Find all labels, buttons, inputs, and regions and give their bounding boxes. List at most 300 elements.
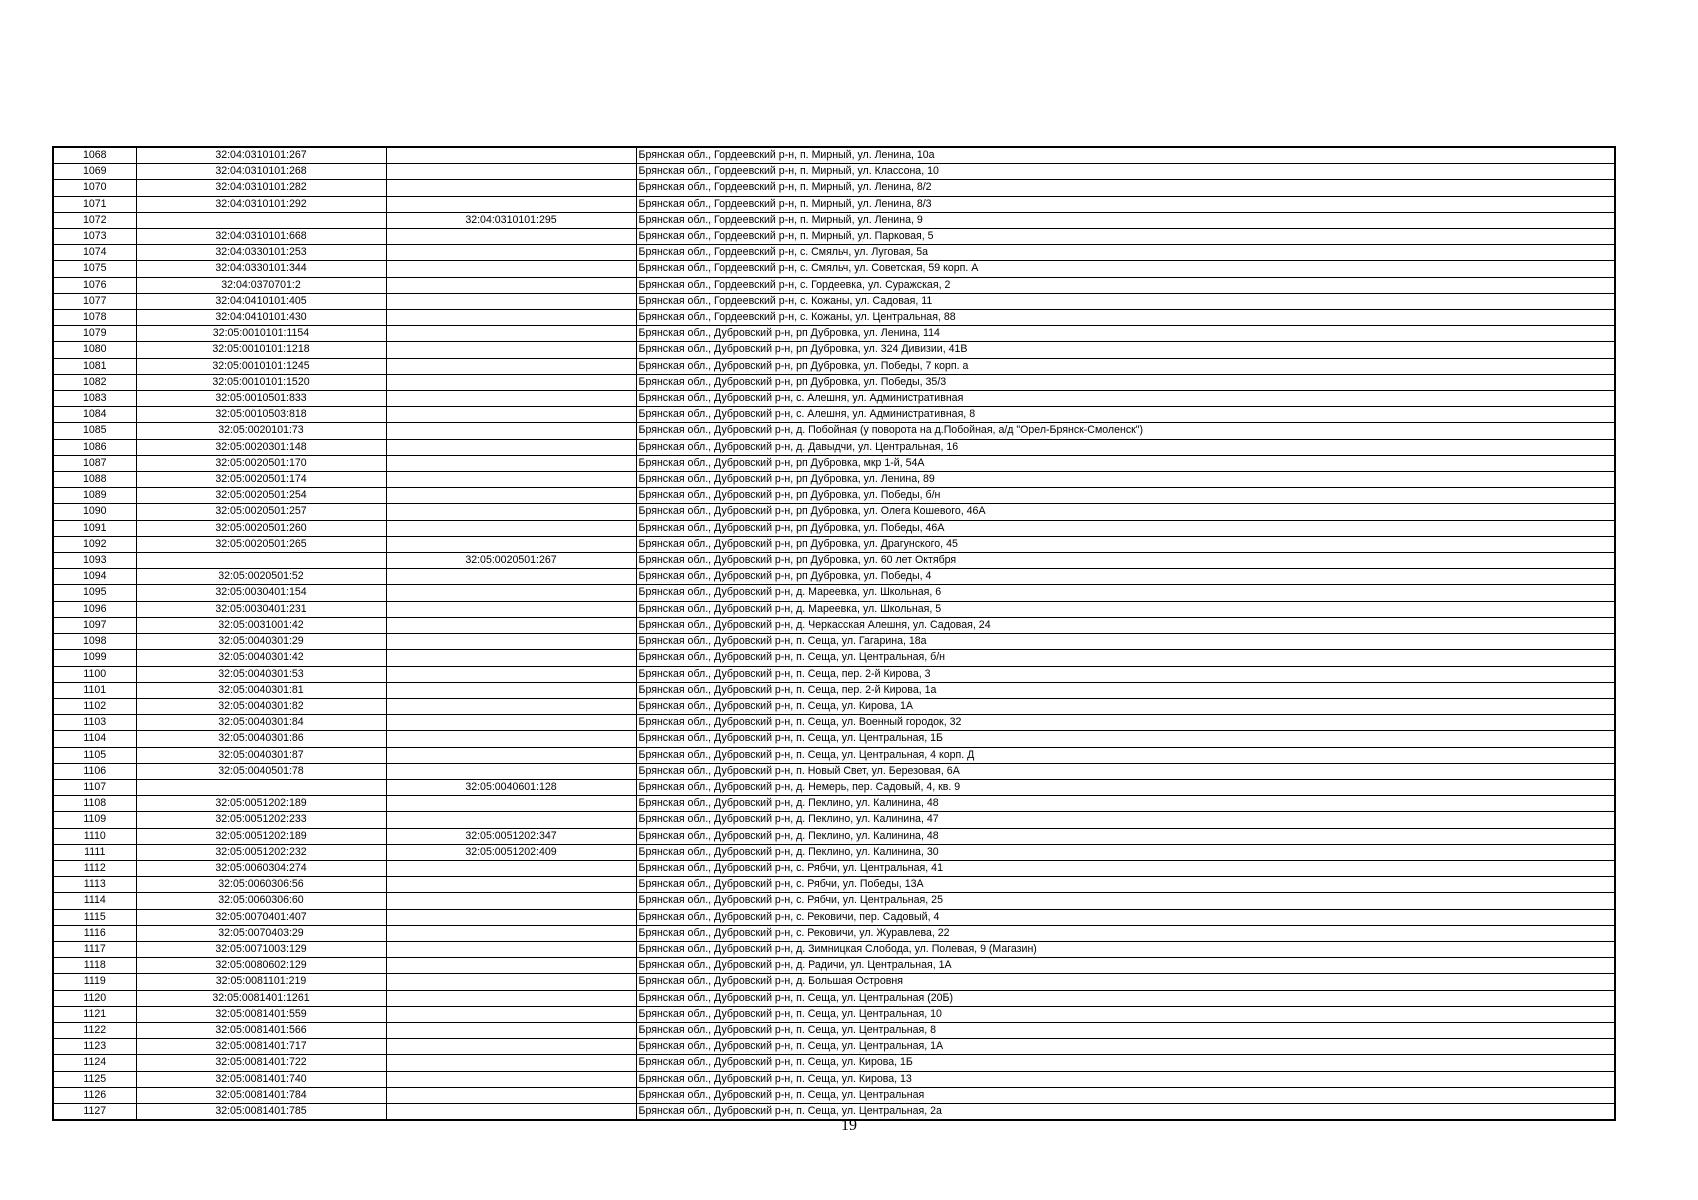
address-cell: Брянская обл., Дубровский р-н, п. Сеща, ул. Центральная, 8 xyxy=(636,1022,1615,1038)
row-number-cell: 1090 xyxy=(53,504,136,520)
row-number-cell: 1111 xyxy=(53,844,136,860)
row-number-cell: 1105 xyxy=(53,747,136,763)
table-row xyxy=(53,164,1615,180)
cadastral-number-cell: 32:05:0080602:129 xyxy=(136,958,386,974)
cadastral-number-secondary-cell xyxy=(386,261,636,277)
address-cell: Брянская обл., Дубровский р-н, п. Сеща, ул. Центральная, 1Б xyxy=(636,731,1615,747)
row-number-cell: 1113 xyxy=(53,877,136,893)
address-cell: Брянская обл., Дубровский р-н, рп Дубровка, ул. Ленина, 89 xyxy=(636,472,1615,488)
table-row xyxy=(53,828,1615,844)
cadastral-number-cell: 32:05:0040301:84 xyxy=(136,715,386,731)
address-cell: Брянская обл., Дубровский р-н, д. Мареевка, ул. Школьная, 6 xyxy=(636,585,1615,601)
table-row xyxy=(53,601,1615,617)
cadastral-number-cell: 32:05:0070403:29 xyxy=(136,925,386,941)
cadastral-number-cell: 32:05:0071003:129 xyxy=(136,941,386,957)
table-row xyxy=(53,455,1615,471)
cadastral-number-secondary-cell xyxy=(386,342,636,358)
row-number-cell: 1097 xyxy=(53,617,136,633)
cadastral-number-cell: 32:05:0040501:78 xyxy=(136,763,386,779)
address-cell: Брянская обл., Дубровский р-н, п. Сеща, ул. Военный городок, 32 xyxy=(636,715,1615,731)
row-number-cell: 1107 xyxy=(53,779,136,795)
cadastral-number-cell: 32:05:0010101:1245 xyxy=(136,358,386,374)
table-row xyxy=(53,407,1615,423)
cadastral-number-secondary-cell xyxy=(386,925,636,941)
row-number-cell: 1080 xyxy=(53,342,136,358)
cadastral-number-secondary-cell: 32:05:0040601:128 xyxy=(386,779,636,795)
table-row xyxy=(53,277,1615,293)
row-number-cell: 1109 xyxy=(53,812,136,828)
address-cell: Брянская обл., Дубровский р-н, д. Мареевка, ул. Школьная, 5 xyxy=(636,601,1615,617)
page-number: 19 xyxy=(841,1117,857,1134)
cadastral-number-secondary-cell xyxy=(386,666,636,682)
cadastral-number-secondary-cell xyxy=(386,374,636,390)
cadastral-number-secondary-cell xyxy=(386,472,636,488)
address-cell: Брянская обл., Дубровский р-н, п. Сеща, ул. Центральная xyxy=(636,1087,1615,1103)
table-row xyxy=(53,423,1615,439)
table-row xyxy=(53,553,1615,569)
table-row xyxy=(53,439,1615,455)
address-cell: Брянская обл., Дубровский р-н, рп Дубровка, ул. 60 лет Октября xyxy=(636,553,1615,569)
address-cell: Брянская обл., Дубровский р-н, с. Рябчи, ул. Центральная, 41 xyxy=(636,860,1615,876)
address-cell: Брянская обл., Дубровский р-н, с. Алешня, ул. Административная xyxy=(636,391,1615,407)
cadastral-number-secondary-cell xyxy=(386,941,636,957)
table-row xyxy=(53,196,1615,212)
table-row xyxy=(53,536,1615,552)
cadastral-number-cell: 32:05:0051202:233 xyxy=(136,812,386,828)
table-row xyxy=(53,504,1615,520)
row-number-cell: 1085 xyxy=(53,423,136,439)
cadastral-number-cell: 32:05:0020301:148 xyxy=(136,439,386,455)
table-row xyxy=(53,747,1615,763)
property-table xyxy=(52,146,1616,1121)
cadastral-number-cell: 32:05:0081401:566 xyxy=(136,1022,386,1038)
row-number-cell: 1101 xyxy=(53,682,136,698)
cadastral-number-cell: 32:04:0330101:253 xyxy=(136,245,386,261)
cadastral-number-cell: 32:05:0010101:1218 xyxy=(136,342,386,358)
cadastral-number-cell: 32:05:0020501:170 xyxy=(136,455,386,471)
table-row xyxy=(53,650,1615,666)
row-number-cell: 1088 xyxy=(53,472,136,488)
address-cell: Брянская обл., Дубровский р-н, д. Пеклино, ул. Калинина, 30 xyxy=(636,844,1615,860)
cadastral-number-secondary-cell xyxy=(386,488,636,504)
table-row xyxy=(53,569,1615,585)
address-cell: Брянская обл., Гордеевский р-н, с. Кожаны, ул. Центральная, 88 xyxy=(636,310,1615,326)
address-cell: Брянская обл., Дубровский р-н, д. Черкасская Алешня, ул. Садовая, 24 xyxy=(636,617,1615,633)
cadastral-number-cell: 32:05:0030401:231 xyxy=(136,601,386,617)
cadastral-number-cell: 32:05:0051202:189 xyxy=(136,796,386,812)
cadastral-number-secondary-cell xyxy=(386,455,636,471)
cadastral-number-secondary-cell: 32:05:0020501:267 xyxy=(386,553,636,569)
table-row xyxy=(53,391,1615,407)
address-cell: Брянская обл., Дубровский р-н, п. Сеща, ул. Центральная, 4 корп. Д xyxy=(636,747,1615,763)
cadastral-number-secondary-cell xyxy=(386,196,636,212)
cadastral-number-cell: 32:05:0060306:56 xyxy=(136,877,386,893)
table-row xyxy=(53,488,1615,504)
table-row xyxy=(53,229,1615,245)
address-cell: Брянская обл., Дубровский р-н, д. Немерь, пер. Садовый, 4, кв. 9 xyxy=(636,779,1615,795)
cadastral-number-cell: 32:04:0310101:668 xyxy=(136,229,386,245)
cadastral-number-cell: 32:05:0031001:42 xyxy=(136,617,386,633)
row-number-cell: 1104 xyxy=(53,731,136,747)
cadastral-number-secondary-cell xyxy=(386,698,636,714)
cadastral-number-secondary-cell xyxy=(386,1039,636,1055)
row-number-cell: 1074 xyxy=(53,245,136,261)
cadastral-number-cell xyxy=(136,553,386,569)
table-row xyxy=(53,1039,1615,1055)
table-row xyxy=(53,147,1615,164)
cadastral-number-secondary-cell xyxy=(386,1055,636,1071)
cadastral-number-cell: 32:05:0010101:1520 xyxy=(136,374,386,390)
cadastral-number-secondary-cell xyxy=(386,1022,636,1038)
row-number-cell: 1110 xyxy=(53,828,136,844)
row-number-cell: 1082 xyxy=(53,374,136,390)
cadastral-number-secondary-cell xyxy=(386,634,636,650)
row-number-cell: 1103 xyxy=(53,715,136,731)
cadastral-number-cell: 32:05:0051202:232 xyxy=(136,844,386,860)
row-number-cell: 1091 xyxy=(53,520,136,536)
address-cell: Брянская обл., Гордеевский р-н, с. Кожаны, ул. Садовая, 11 xyxy=(636,293,1615,309)
row-number-cell: 1120 xyxy=(53,990,136,1006)
row-number-cell: 1073 xyxy=(53,229,136,245)
row-number-cell: 1121 xyxy=(53,1006,136,1022)
cadastral-number-secondary-cell xyxy=(386,747,636,763)
table-row xyxy=(53,212,1615,228)
cadastral-number-cell: 32:05:0081401:722 xyxy=(136,1055,386,1071)
table-row xyxy=(53,358,1615,374)
cadastral-number-cell: 32:04:0310101:268 xyxy=(136,164,386,180)
address-cell: Брянская обл., Дубровский р-н, рп Дубровка, ул. Победы, 7 корп. а xyxy=(636,358,1615,374)
cadastral-number-secondary-cell xyxy=(386,763,636,779)
address-cell: Брянская обл., Гордеевский р-н, п. Мирный, ул. Классона, 10 xyxy=(636,164,1615,180)
cadastral-number-cell: 32:05:0040301:81 xyxy=(136,682,386,698)
address-cell: Брянская обл., Дубровский р-н, д. Давыдчи, ул. Центральная, 16 xyxy=(636,439,1615,455)
table-row xyxy=(53,520,1615,536)
cadastral-number-secondary-cell xyxy=(386,990,636,1006)
table-row xyxy=(53,698,1615,714)
row-number-cell: 1071 xyxy=(53,196,136,212)
table-row xyxy=(53,974,1615,990)
table-row xyxy=(53,715,1615,731)
address-cell: Брянская обл., Гордеевский р-н, п. Мирный, ул. Ленина, 9 xyxy=(636,212,1615,228)
row-number-cell: 1118 xyxy=(53,958,136,974)
cadastral-number-secondary-cell xyxy=(386,650,636,666)
table-row xyxy=(53,1071,1615,1087)
cadastral-number-cell: 32:05:0040301:87 xyxy=(136,747,386,763)
cadastral-number-cell: 32:05:0081401:559 xyxy=(136,1006,386,1022)
table-row xyxy=(53,958,1615,974)
row-number-cell: 1122 xyxy=(53,1022,136,1038)
address-cell: Брянская обл., Дубровский р-н, рп Дубровка, ул. Победы, 4 xyxy=(636,569,1615,585)
address-cell: Брянская обл., Дубровский р-н, рп Дубровка, ул. Драгунского, 45 xyxy=(636,536,1615,552)
address-cell: Брянская обл., Дубровский р-н, д. Побойная (у поворота на д.Побойная, а/д "Орел-Брянск-Смоленск") xyxy=(636,423,1615,439)
row-number-cell: 1116 xyxy=(53,925,136,941)
cadastral-number-secondary-cell xyxy=(386,715,636,731)
table-row xyxy=(53,1055,1615,1071)
cadastral-number-secondary-cell xyxy=(386,326,636,342)
row-number-cell: 1127 xyxy=(53,1103,136,1120)
address-cell: Брянская обл., Дубровский р-н, п. Сеща, ул. Центральная, б/н xyxy=(636,650,1615,666)
cadastral-number-secondary-cell xyxy=(386,277,636,293)
row-number-cell: 1077 xyxy=(53,293,136,309)
address-cell: Брянская обл., Дубровский р-н, д. Пеклино, ул. Калинина, 48 xyxy=(636,796,1615,812)
cadastral-number-secondary-cell xyxy=(386,504,636,520)
cadastral-number-cell: 32:05:0040301:42 xyxy=(136,650,386,666)
cadastral-number-secondary-cell xyxy=(386,796,636,812)
cadastral-number-cell: 32:05:0081101:219 xyxy=(136,974,386,990)
row-number-cell: 1123 xyxy=(53,1039,136,1055)
cadastral-number-secondary-cell xyxy=(386,407,636,423)
cadastral-number-secondary-cell xyxy=(386,569,636,585)
row-number-cell: 1068 xyxy=(53,147,136,164)
cadastral-number-secondary-cell xyxy=(386,974,636,990)
table-row xyxy=(53,779,1615,795)
cadastral-number-secondary-cell xyxy=(386,601,636,617)
cadastral-number-cell: 32:05:0020501:52 xyxy=(136,569,386,585)
row-number-cell: 1096 xyxy=(53,601,136,617)
table-row xyxy=(53,682,1615,698)
cadastral-number-secondary-cell xyxy=(386,439,636,455)
cadastral-number-cell: 32:05:0081401:785 xyxy=(136,1103,386,1120)
table-row xyxy=(53,731,1615,747)
row-number-cell: 1072 xyxy=(53,212,136,228)
cadastral-number-cell: 32:05:0070401:407 xyxy=(136,909,386,925)
cadastral-number-secondary-cell xyxy=(386,229,636,245)
address-cell: Брянская обл., Дубровский р-н, д. Большая Островня xyxy=(636,974,1615,990)
cadastral-number-cell: 32:05:0081401:784 xyxy=(136,1087,386,1103)
cadastral-number-cell: 32:05:0020501:254 xyxy=(136,488,386,504)
address-cell: Брянская обл., Гордеевский р-н, п. Мирный, ул. Ленина, 8/3 xyxy=(636,196,1615,212)
address-cell: Брянская обл., Дубровский р-н, рп Дубровка, ул. Победы, 46А xyxy=(636,520,1615,536)
row-number-cell: 1092 xyxy=(53,536,136,552)
cadastral-number-cell: 32:04:0330101:344 xyxy=(136,261,386,277)
address-cell: Брянская обл., Дубровский р-н, д. Зимницкая Слобода, ул. Полевая, 9 (Магазин) xyxy=(636,941,1615,957)
cadastral-number-cell: 32:04:0410101:430 xyxy=(136,310,386,326)
row-number-cell: 1089 xyxy=(53,488,136,504)
table-row xyxy=(53,1006,1615,1022)
table-row xyxy=(53,925,1615,941)
table-row xyxy=(53,585,1615,601)
address-cell: Брянская обл., Дубровский р-н, рп Дубровка, ул. Победы, б/н xyxy=(636,488,1615,504)
cadastral-number-secondary-cell xyxy=(386,731,636,747)
row-number-cell: 1099 xyxy=(53,650,136,666)
address-cell: Брянская обл., Дубровский р-н, рп Дубровка, ул. Ленина, 114 xyxy=(636,326,1615,342)
table-row xyxy=(53,617,1615,633)
table-row xyxy=(53,893,1615,909)
table-row xyxy=(53,860,1615,876)
address-cell: Брянская обл., Дубровский р-н, с. Рябчи, ул. Центральная, 25 xyxy=(636,893,1615,909)
cadastral-number-cell: 32:05:0040301:82 xyxy=(136,698,386,714)
cadastral-number-secondary-cell xyxy=(386,1087,636,1103)
row-number-cell: 1114 xyxy=(53,893,136,909)
table-row xyxy=(53,666,1615,682)
cadastral-number-secondary-cell xyxy=(386,536,636,552)
row-number-cell: 1084 xyxy=(53,407,136,423)
table-row xyxy=(53,877,1615,893)
row-number-cell: 1108 xyxy=(53,796,136,812)
cadastral-number-secondary-cell xyxy=(386,310,636,326)
cadastral-number-secondary-cell: 32:04:0310101:295 xyxy=(386,212,636,228)
address-cell: Брянская обл., Дубровский р-н, д. Радичи, ул. Центральная, 1А xyxy=(636,958,1615,974)
table-row xyxy=(53,310,1615,326)
row-number-cell: 1075 xyxy=(53,261,136,277)
address-cell: Брянская обл., Дубровский р-н, п. Сеща, ул. Кирова, 1А xyxy=(636,698,1615,714)
address-cell: Брянская обл., Гордеевский р-н, с. Смяльч, ул. Советская, 59 корп. А xyxy=(636,261,1615,277)
row-number-cell: 1119 xyxy=(53,974,136,990)
row-number-cell: 1086 xyxy=(53,439,136,455)
cadastral-number-cell xyxy=(136,779,386,795)
address-cell: Брянская обл., Дубровский р-н, с. Алешня, ул. Административная, 8 xyxy=(636,407,1615,423)
row-number-cell: 1098 xyxy=(53,634,136,650)
cadastral-number-cell: 32:05:0020101:73 xyxy=(136,423,386,439)
cadastral-number-cell: 32:04:0370701:2 xyxy=(136,277,386,293)
cadastral-number-secondary-cell: 32:05:0051202:409 xyxy=(386,844,636,860)
table-row xyxy=(53,261,1615,277)
address-cell: Брянская обл., Гордеевский р-н, п. Мирный, ул. Парковая, 5 xyxy=(636,229,1615,245)
cadastral-number-cell: 32:04:0310101:292 xyxy=(136,196,386,212)
address-cell: Брянская обл., Дубровский р-н, с. Рябчи, ул. Победы, 13А xyxy=(636,877,1615,893)
cadastral-number-cell: 32:05:0051202:189 xyxy=(136,828,386,844)
cadastral-number-secondary-cell xyxy=(386,877,636,893)
cadastral-number-cell: 32:05:0040301:29 xyxy=(136,634,386,650)
cadastral-number-secondary-cell xyxy=(386,423,636,439)
address-cell: Брянская обл., Дубровский р-н, п. Сеща, ул. Кирова, 1Б xyxy=(636,1055,1615,1071)
table-row xyxy=(53,796,1615,812)
table-row xyxy=(53,245,1615,261)
row-number-cell: 1093 xyxy=(53,553,136,569)
cadastral-number-cell: 32:05:0020501:174 xyxy=(136,472,386,488)
address-cell: Брянская обл., Дубровский р-н, п. Сеща, ул. Центральная, 2а xyxy=(636,1103,1615,1120)
cadastral-number-secondary-cell xyxy=(386,617,636,633)
row-number-cell: 1124 xyxy=(53,1055,136,1071)
table-row xyxy=(53,293,1615,309)
cadastral-number-secondary-cell xyxy=(386,164,636,180)
table-row xyxy=(53,812,1615,828)
address-cell: Брянская обл., Дубровский р-н, п. Сеща, ул. Центральная, 10 xyxy=(636,1006,1615,1022)
cadastral-number-secondary-cell xyxy=(386,585,636,601)
row-number-cell: 1078 xyxy=(53,310,136,326)
table-row xyxy=(53,634,1615,650)
address-cell: Брянская обл., Дубровский р-н, п. Сеща, ул. Центральная (20Б) xyxy=(636,990,1615,1006)
row-number-cell: 1117 xyxy=(53,941,136,957)
cadastral-number-cell: 32:05:0020501:265 xyxy=(136,536,386,552)
cadastral-number-cell: 32:04:0410101:405 xyxy=(136,293,386,309)
cadastral-number-secondary-cell xyxy=(386,909,636,925)
cadastral-number-cell: 32:05:0060304:274 xyxy=(136,860,386,876)
address-cell: Брянская обл., Дубровский р-н, п. Сеща, ул. Кирова, 13 xyxy=(636,1071,1615,1087)
table-row xyxy=(53,1087,1615,1103)
row-number-cell: 1087 xyxy=(53,455,136,471)
cadastral-number-secondary-cell xyxy=(386,1006,636,1022)
cadastral-number-cell: 32:05:0040301:53 xyxy=(136,666,386,682)
cadastral-number-cell: 32:05:0081401:717 xyxy=(136,1039,386,1055)
row-number-cell: 1115 xyxy=(53,909,136,925)
row-number-cell: 1102 xyxy=(53,698,136,714)
row-number-cell: 1076 xyxy=(53,277,136,293)
address-cell: Брянская обл., Гордеевский р-н, п. Мирный, ул. Ленина, 8/2 xyxy=(636,180,1615,196)
cadastral-number-cell: 32:05:0081401:740 xyxy=(136,1071,386,1087)
row-number-cell: 1125 xyxy=(53,1071,136,1087)
cadastral-number-secondary-cell xyxy=(386,1071,636,1087)
cadastral-number-secondary-cell xyxy=(386,391,636,407)
row-number-cell: 1083 xyxy=(53,391,136,407)
table-body xyxy=(53,147,1615,1120)
address-cell: Брянская обл., Дубровский р-н, д. Пеклино, ул. Калинина, 47 xyxy=(636,812,1615,828)
row-number-cell: 1094 xyxy=(53,569,136,585)
cadastral-number-cell: 32:04:0310101:282 xyxy=(136,180,386,196)
cadastral-number-secondary-cell xyxy=(386,682,636,698)
table-row xyxy=(53,180,1615,196)
address-cell: Брянская обл., Дубровский р-н, с. Рековичи, пер. Садовый, 4 xyxy=(636,909,1615,925)
cadastral-number-secondary-cell xyxy=(386,180,636,196)
cadastral-number-cell: 32:05:0010503:818 xyxy=(136,407,386,423)
table-row xyxy=(53,990,1615,1006)
row-number-cell: 1095 xyxy=(53,585,136,601)
row-number-cell: 1070 xyxy=(53,180,136,196)
cadastral-number-cell: 32:05:0040301:86 xyxy=(136,731,386,747)
address-cell: Брянская обл., Дубровский р-н, п. Сеща, пер. 2-й Кирова, 1а xyxy=(636,682,1615,698)
address-cell: Брянская обл., Дубровский р-н, п. Сеща, пер. 2-й Кирова, 3 xyxy=(636,666,1615,682)
cadastral-number-cell: 32:05:0020501:260 xyxy=(136,520,386,536)
cadastral-number-cell: 32:04:0310101:267 xyxy=(136,147,386,164)
address-cell: Брянская обл., Дубровский р-н, п. Новый Свет, ул. Березовая, 6А xyxy=(636,763,1615,779)
address-cell: Брянская обл., Гордеевский р-н, п. Мирный, ул. Ленина, 10а xyxy=(636,147,1615,164)
cadastral-number-cell: 32:05:0060306:60 xyxy=(136,893,386,909)
cadastral-number-secondary-cell xyxy=(386,293,636,309)
cadastral-number-cell xyxy=(136,212,386,228)
address-cell: Брянская обл., Гордеевский р-н, с. Смяльч, ул. Луговая, 5а xyxy=(636,245,1615,261)
row-number-cell: 1126 xyxy=(53,1087,136,1103)
cadastral-number-cell: 32:05:0030401:154 xyxy=(136,585,386,601)
cadastral-number-secondary-cell: 32:05:0051202:347 xyxy=(386,828,636,844)
cadastral-number-cell: 32:05:0010501:833 xyxy=(136,391,386,407)
row-number-cell: 1100 xyxy=(53,666,136,682)
cadastral-number-secondary-cell xyxy=(386,245,636,261)
row-number-cell: 1069 xyxy=(53,164,136,180)
address-cell: Брянская обл., Дубровский р-н, п. Сеща, ул. Гагарина, 18а xyxy=(636,634,1615,650)
cadastral-number-cell: 32:05:0010101:1154 xyxy=(136,326,386,342)
cadastral-number-secondary-cell xyxy=(386,893,636,909)
cadastral-number-secondary-cell xyxy=(386,860,636,876)
table-row xyxy=(53,326,1615,342)
cadastral-number-secondary-cell xyxy=(386,147,636,164)
table-row xyxy=(53,472,1615,488)
table-row xyxy=(53,1022,1615,1038)
cadastral-number-secondary-cell xyxy=(386,358,636,374)
address-cell: Брянская обл., Дубровский р-н, с. Рековичи, ул. Журавлева, 22 xyxy=(636,925,1615,941)
table-row xyxy=(53,763,1615,779)
table-row xyxy=(53,342,1615,358)
table-row xyxy=(53,374,1615,390)
cadastral-number-cell: 32:05:0081401:1261 xyxy=(136,990,386,1006)
table-row xyxy=(53,909,1615,925)
table-row xyxy=(53,941,1615,957)
address-cell: Брянская обл., Дубровский р-н, рп Дубровка, ул. Олега Кошевого, 46А xyxy=(636,504,1615,520)
cadastral-number-cell: 32:05:0020501:257 xyxy=(136,504,386,520)
address-cell: Брянская обл., Дубровский р-н, рп Дубровка, ул. Победы, 35/3 xyxy=(636,374,1615,390)
cadastral-number-secondary-cell xyxy=(386,812,636,828)
table-row xyxy=(53,844,1615,860)
address-cell: Брянская обл., Дубровский р-н, п. Сеща, ул. Центральная, 1А xyxy=(636,1039,1615,1055)
address-cell: Брянская обл., Гордеевский р-н, с. Гордеевка, ул. Суражская, 2 xyxy=(636,277,1615,293)
address-cell: Брянская обл., Дубровский р-н, рп Дубровка, ул. 324 Дивизии, 41В xyxy=(636,342,1615,358)
cadastral-number-secondary-cell xyxy=(386,958,636,974)
row-number-cell: 1081 xyxy=(53,358,136,374)
row-number-cell: 1079 xyxy=(53,326,136,342)
row-number-cell: 1112 xyxy=(53,860,136,876)
address-cell: Брянская обл., Дубровский р-н, д. Пеклино, ул. Калинина, 48 xyxy=(636,828,1615,844)
address-cell: Брянская обл., Дубровский р-н, рп Дубровка, мкр 1-й, 54А xyxy=(636,455,1615,471)
row-number-cell: 1106 xyxy=(53,763,136,779)
